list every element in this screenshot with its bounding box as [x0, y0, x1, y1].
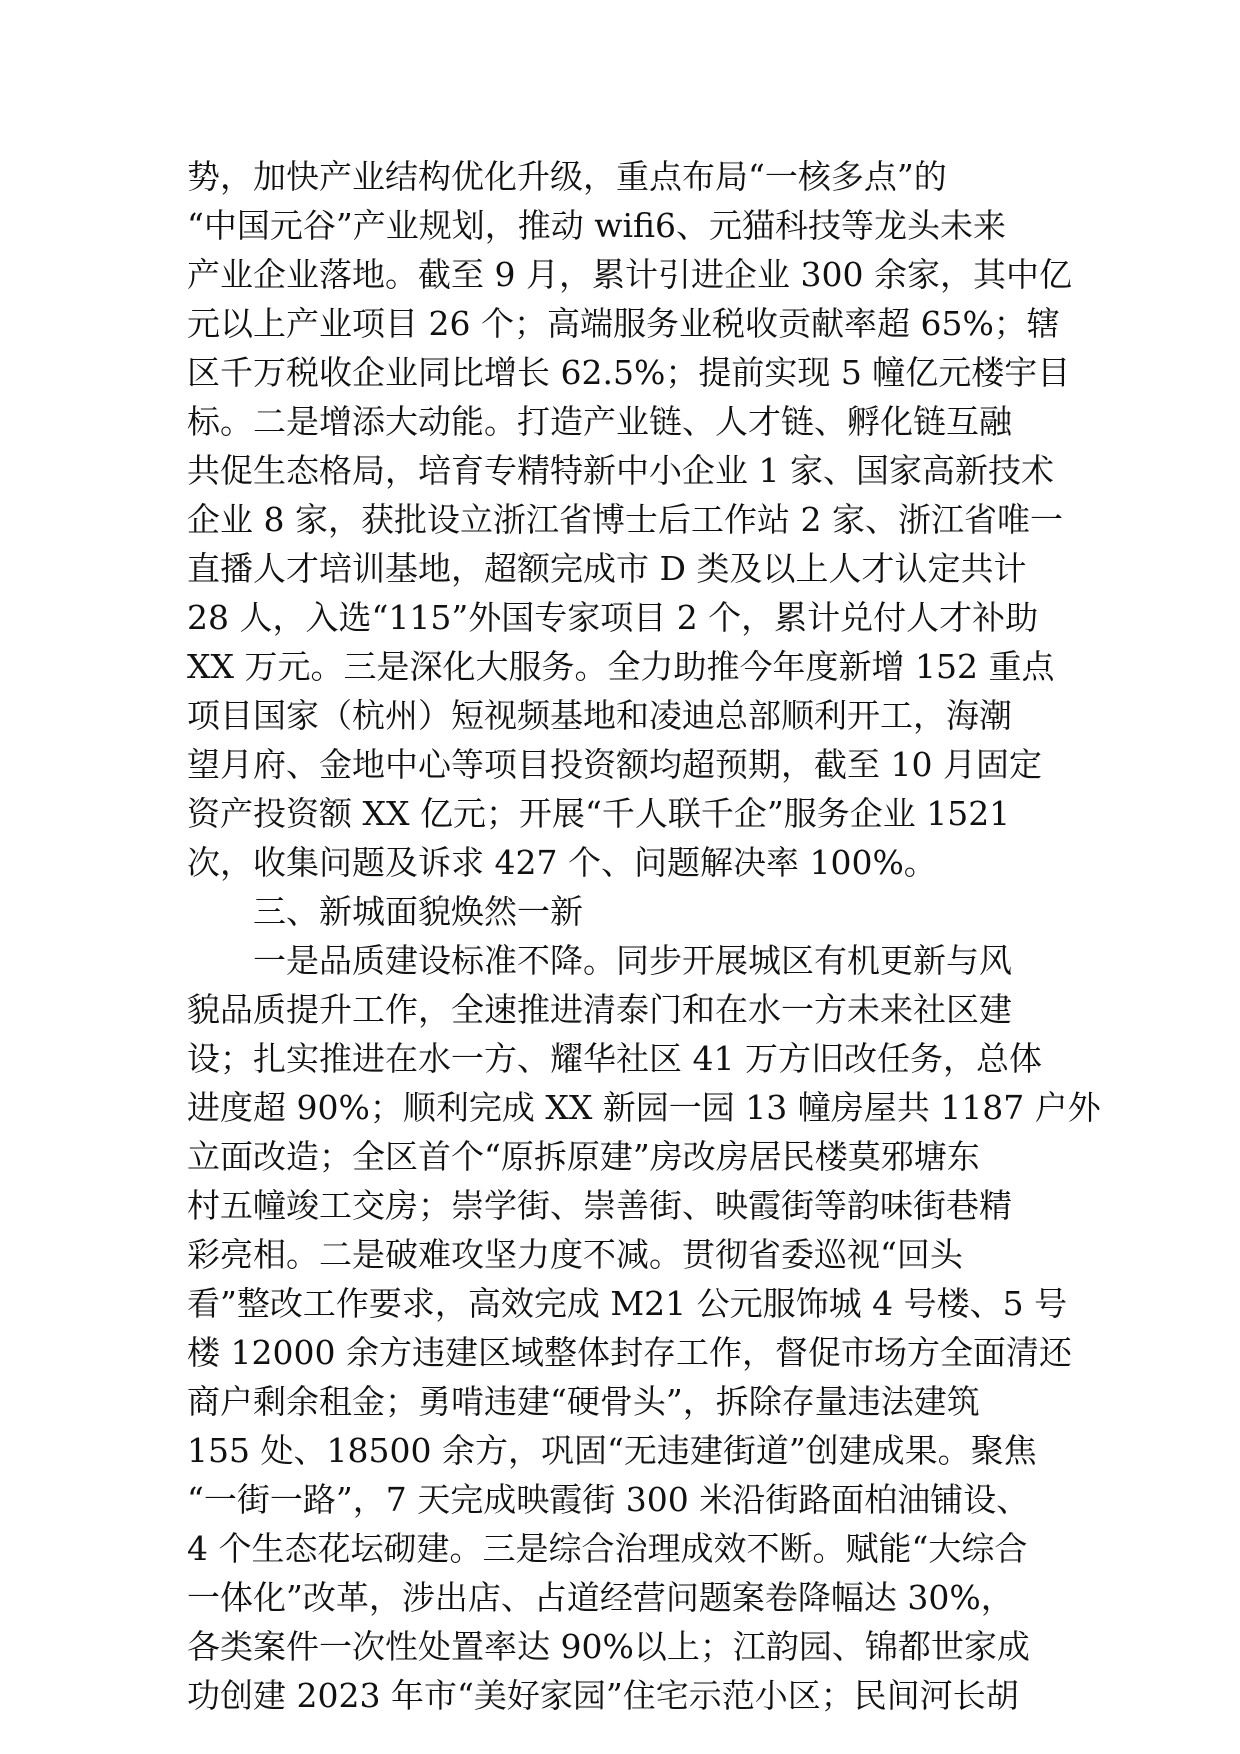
text-line: 各类案件一次性处置率达 90%以上；江韵园、锦都世家成: [187, 1627, 1030, 1666]
text-line: 元以上产业项目 26 个；高端服务业税收贡献率超 65%；辖: [187, 304, 1060, 343]
text-line: “中国元谷”产业规划，推动 wifi6、元猫科技等龙头未来: [187, 206, 1007, 245]
text-line: 28 人，入选“115”外国专家项目 2 个，累计兑付人才补助: [187, 598, 1039, 637]
text-line: 进度超 90%；顺利完成 XX 新园一园 13 幢房屋共 1187 户外: [187, 1088, 1101, 1127]
text-line: 楼 12000 余方违建区域整体封存工作，督促市场方全面清还: [187, 1333, 1072, 1372]
text-line: 标。二是增添大动能。打造产业链、人才链、孵化链互融: [187, 402, 1012, 441]
text-line: 次，收集问题及诉求 427 个、问题解决率 100%。: [187, 843, 937, 882]
text-line: 立面改造；全区首个“原拆原建”房改房居民楼莫邪塘东: [187, 1137, 980, 1176]
text-line: 一体化”改革，涉出店、占道经营问题案卷降幅达 30%，: [187, 1578, 1014, 1617]
text-line: 望月府、金地中心等项目投资额均超预期，截至 10 月固定: [187, 745, 1042, 784]
document-body: [187, 152, 1101, 1720]
text-line: 势，加快产业结构优化升级，重点布局“一核多点”的: [187, 157, 947, 196]
text-line: “一街一路”，7 天完成映霞街 300 米沿街路面柏油铺设、: [187, 1480, 1030, 1519]
text-line: 村五幢竣工交房；崇学街、崇善街、映霞街等韵味街巷精: [187, 1186, 1012, 1225]
text-line: 商户剩余租金；勇啃违建“硬骨头”，拆除存量违法建筑: [187, 1382, 980, 1421]
text-line: 看”整改工作要求，高效完成 M21 公元服饰城 4 号楼、5 号: [187, 1284, 1068, 1323]
text-line: 产业企业落地。截至 9 月，累计引进企业 300 余家，其中亿: [187, 255, 1072, 294]
text-line: 貌品质提升工作，全速推进清泰门和在水一方未来社区建: [187, 990, 1012, 1029]
text-line: 功创建 2023 年市“美好家园”住宅示范小区；民间河长胡: [187, 1676, 1019, 1715]
text-line: 资产投资额 XX 亿元；开展“千人联千企”服务企业 1521: [187, 794, 1011, 833]
text-line: 区千万税收企业同比增长 62.5%；提前实现 5 幢亿元楼宇目: [187, 353, 1071, 392]
text-line: 直播人才培训基地，超额完成市 D 类及以上人才认定共计: [187, 549, 1027, 588]
text-line: 项目国家（杭州）短视频基地和凌迪总部顺利开工，海潮: [187, 696, 1012, 735]
text-line: 155 处、18500 余方，巩固“无违建街道”创建成果。聚焦: [187, 1431, 1037, 1470]
text-line: 彩亮相。二是破难攻坚力度不减。贯彻省委巡视“回头: [187, 1235, 963, 1274]
text-line: 设；扎实推进在水一方、耀华社区 41 万方旧改任务，总体: [187, 1039, 1042, 1078]
text-line: 企业 8 家，获批设立浙江省博士后工作站 2 家、浙江省唯一: [187, 500, 1063, 539]
paragraph-first-line: 一是品质建设标准不降。同步开展城区有机更新与风: [253, 941, 1012, 980]
section-heading: 三、新城面貌焕然一新: [253, 892, 583, 931]
text-line: XX 万元。三是深化大服务。全力助推今年度新增 152 重点: [187, 647, 1055, 686]
text-line: 4 个生态花坛砌建。三是综合治理成效不断。赋能“大综合: [187, 1529, 1028, 1568]
text-line: 共促生态格局，培育专精特新中小企业 1 家、国家高新技术: [187, 451, 1054, 490]
